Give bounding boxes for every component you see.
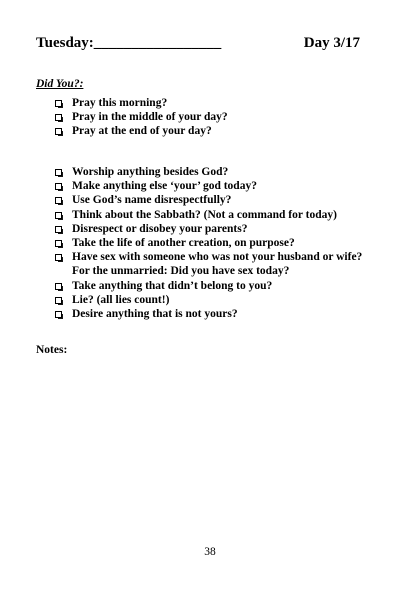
checkbox-icon[interactable] [55,197,62,204]
checkbox-icon[interactable] [55,128,62,135]
checklist-item [54,96,364,110]
checklist-item [54,124,364,138]
checkbox-icon[interactable] [55,311,62,318]
page-header [36,35,360,55]
day-count: Day 3/17 [303,35,360,51]
checklist-item [54,208,364,222]
checkbox-icon[interactable] [55,226,62,233]
checklist-item [54,110,364,124]
checklist-item [54,193,364,207]
checklist-item-label: Pray at the end of your day? [72,125,212,138]
checklist-item [54,165,364,179]
checkbox-icon[interactable] [55,169,62,176]
checkbox-icon[interactable] [55,183,62,190]
checklist-item-label: Disrespect or disobey your parents? [72,222,248,235]
checklist-item [54,279,364,293]
checkbox-icon[interactable] [55,240,62,247]
day-label: Tuesday:_________________ [36,35,222,51]
checklist-item-label: Have sex with someone who was not your husband or wife? For the unmarried: Did you have sex today? [72,251,363,278]
checklist-item-label: Take anything that didn’t belong to you? [72,279,273,292]
checklist-item [54,293,364,307]
checkbox-icon[interactable] [55,114,62,121]
checklist-item [54,236,364,250]
checklist-item-label: Make anything else ‘your’ god today? [72,180,257,193]
page-number: 38 [204,546,216,558]
commandments-checklist [54,165,364,321]
checklist-item-label: Think about the Sabbath? (Not a command for today) [72,208,337,221]
checklist-item-label: Worship anything besides God? [72,166,229,178]
checkbox-icon[interactable] [55,297,62,304]
prayer-checklist [54,96,364,139]
section-heading: Did You?: [36,78,84,90]
checkbox-icon[interactable] [55,254,62,261]
checklist-item-label: Take the life of another creation, on purpose? [72,237,295,250]
checklist-item [54,179,364,193]
checklist-item-label: Use God’s name disrespectfully? [72,194,232,207]
notes-label: Notes: [36,344,68,356]
checklist-item-label: Pray this morning? [72,97,168,109]
checklist-item [54,307,364,321]
checklist-item-label: Desire anything that is not yours? [72,308,238,321]
checkbox-icon[interactable] [55,212,62,219]
checklist-item [54,222,364,236]
checklist-item-label: Pray in the middle of your day? [72,111,228,124]
checklist-item [54,250,364,278]
checkbox-icon[interactable] [55,283,62,290]
checklist-item-label: Lie? (all lies count!) [72,293,170,306]
checkbox-icon[interactable] [55,100,62,107]
